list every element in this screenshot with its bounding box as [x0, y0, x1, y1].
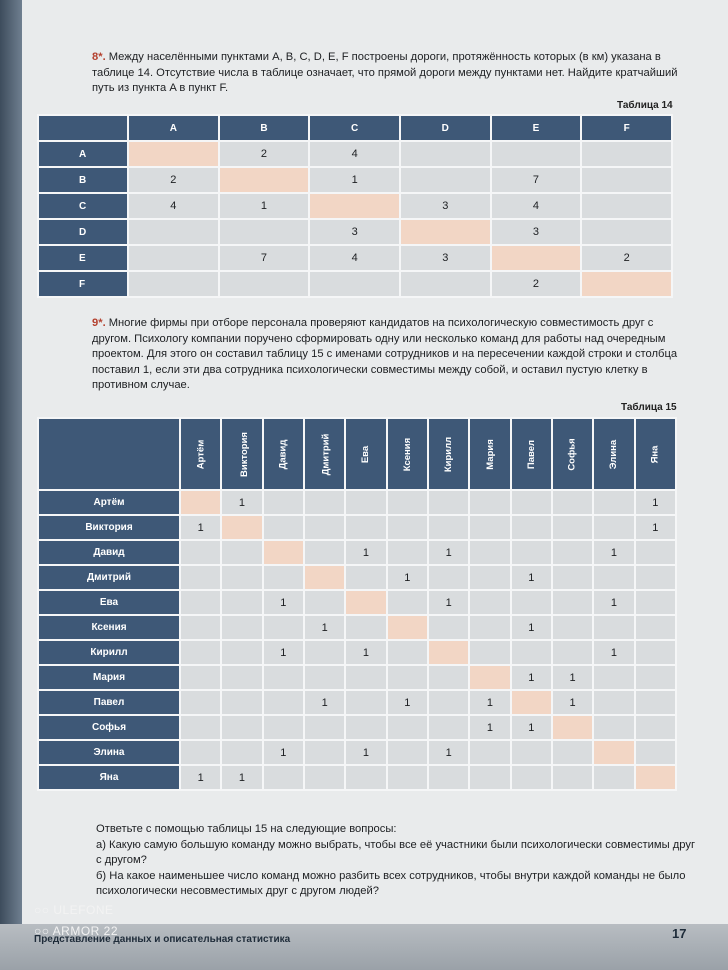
table-14-cell: [219, 167, 310, 193]
table-15-cell: [304, 665, 345, 690]
table-15-cell: [552, 565, 593, 590]
table-15-row: [38, 540, 676, 565]
table-14-row: [38, 167, 672, 193]
table-14-cell: [128, 245, 219, 271]
table-15-cell: [387, 515, 428, 540]
table-15-cell: [635, 715, 676, 740]
table-15-col-label: Павел: [525, 439, 537, 470]
table-15-cell: [263, 565, 304, 590]
table-15-cell: [263, 490, 304, 515]
table-15-cell: [469, 565, 510, 590]
table-15-cell: [469, 590, 510, 615]
table-15-col-label: Мария: [484, 439, 496, 470]
table-15-cell: [304, 765, 345, 790]
table-15-cell: [387, 540, 428, 565]
table-15-cell: [593, 690, 634, 715]
table-15-cell: [345, 715, 386, 740]
table-15-row: [38, 640, 676, 665]
table-14-cell: [128, 271, 219, 297]
table-15-col-header: [304, 418, 345, 490]
table-15-cell: [635, 665, 676, 690]
table-15-col-header: [552, 418, 593, 490]
table-15-col-header: [469, 418, 510, 490]
table-15-cell: 1: [511, 565, 552, 590]
table-15-row: [38, 690, 676, 715]
table-15-cell: [593, 740, 634, 765]
table-14-cell: 3: [400, 193, 491, 219]
table-14-row: [38, 271, 672, 297]
table-14-row-header: F: [38, 271, 128, 297]
page-number: 17: [672, 926, 687, 941]
table-14-cell: [400, 167, 491, 193]
table-15-cell: [180, 565, 221, 590]
table-15-cell: [552, 540, 593, 565]
table-15-col-header: [635, 418, 676, 490]
table-15-cell: 1: [345, 540, 386, 565]
table-14-cell: [581, 193, 672, 219]
table-14-cell: [219, 271, 310, 297]
table-14-cell: 2: [491, 271, 582, 297]
table-15-cell: 1: [304, 615, 345, 640]
table-15-cell: [221, 640, 262, 665]
table-15-col-header: [387, 418, 428, 490]
table-15-cell: 1: [511, 715, 552, 740]
table-14-cell: [581, 141, 672, 167]
table-15-cell: [511, 515, 552, 540]
table-15-cell: [552, 640, 593, 665]
table-15-cell: 1: [469, 715, 510, 740]
table-15-cell: [345, 765, 386, 790]
table-14-cell: 7: [219, 245, 310, 271]
table-14-cell: 1: [219, 193, 310, 219]
question-a: а) Какую самую большую команду можно выбрать, чтобы все её участники были психологически совместимы друг с другом?: [96, 838, 696, 866]
table-14-cell: [491, 141, 582, 167]
table-15-cell: [469, 515, 510, 540]
table-15-col-label: Элина: [608, 439, 620, 470]
table-15-cell: [263, 665, 304, 690]
table-15-cell: [263, 715, 304, 740]
table-15-cell: [428, 565, 469, 590]
table-15-cell: [593, 565, 634, 590]
table-14-row-header: E: [38, 245, 128, 271]
table-15-cell: 1: [387, 690, 428, 715]
table-15-cell: 1: [428, 740, 469, 765]
table-15-cell: [593, 765, 634, 790]
watermark-model: ARMOR 22: [52, 924, 119, 938]
problem-8-text: Между населёнными пунктами A, B, C, D, E, F построены дороги, протяжённость которых (в км) указана в таблице 14. Отсутствие числа в таблице означает, что прямой дороги между пунктами нет. Найдите кратчайший путь из пункта A в пункт F.: [92, 51, 678, 94]
table-14-cell: 2: [128, 167, 219, 193]
table-15-cell: [593, 615, 634, 640]
table-15-cell: [428, 665, 469, 690]
table-15-row: [38, 490, 676, 515]
table-15-cell: [469, 665, 510, 690]
table-14-row: [38, 193, 672, 219]
table-15-cell: [511, 490, 552, 515]
table-15-cell: [304, 540, 345, 565]
table-15-cell: [304, 515, 345, 540]
table-14-cell: 4: [309, 141, 400, 167]
table-15-cell: [180, 590, 221, 615]
table-14-col-header: C: [309, 115, 400, 141]
table-15-col-label: Софья: [567, 438, 579, 471]
table-15-cell: [428, 765, 469, 790]
table-15-cell: [304, 740, 345, 765]
table-14-cell: 7: [491, 167, 582, 193]
table-15-row-header: Яна: [38, 765, 180, 790]
questions-block: [96, 822, 696, 900]
table-15-cell: [593, 715, 634, 740]
table-15-cell: [221, 590, 262, 615]
table-15-cell: [552, 765, 593, 790]
table-15-col-header: [428, 418, 469, 490]
table-15-cell: [428, 715, 469, 740]
table-15-cell: [221, 565, 262, 590]
table-14-row: [38, 245, 672, 271]
table-14-col-header: D: [400, 115, 491, 141]
table-15-cell: [387, 490, 428, 515]
table-15-cell: [304, 715, 345, 740]
table-15-cell: 1: [221, 765, 262, 790]
table-15-cell: 1: [552, 665, 593, 690]
table-15-cell: 1: [345, 740, 386, 765]
table-14-caption: Таблица 14: [617, 100, 673, 111]
table-15-cell: [469, 540, 510, 565]
table-15-cell: [593, 665, 634, 690]
table-15-cell: [593, 490, 634, 515]
table-15-cell: [428, 490, 469, 515]
table-15-cell: [469, 765, 510, 790]
table-15-cell: 1: [263, 740, 304, 765]
questions-intro: Ответьте с помощью таблицы 15 на следующие вопросы:: [96, 823, 397, 835]
table-15-cell: [428, 640, 469, 665]
table-15-cell: [304, 565, 345, 590]
table-14-col-header: E: [491, 115, 582, 141]
table-14-row-header: D: [38, 219, 128, 245]
table-15-col-label: Артём: [195, 439, 207, 470]
table-15-row-header: Дмитрий: [38, 565, 180, 590]
table-15-cell: [345, 565, 386, 590]
table-14-cell: 2: [581, 245, 672, 271]
table-15-row-header: Виктория: [38, 515, 180, 540]
table-15-cell: [511, 590, 552, 615]
table-15-cell: [552, 740, 593, 765]
table-14-cell: 3: [491, 219, 582, 245]
table-15-cell: [387, 590, 428, 615]
table-15-cell: 1: [469, 690, 510, 715]
table-15-cell: [469, 490, 510, 515]
table-14-cell: 4: [309, 245, 400, 271]
table-15-cell: [180, 665, 221, 690]
table-15-cell: 1: [304, 690, 345, 715]
table-15-cell: [304, 590, 345, 615]
table-15-cell: [345, 515, 386, 540]
table-15-row-header: Мария: [38, 665, 180, 690]
table-15-cell: 1: [428, 590, 469, 615]
table-15-cell: [635, 740, 676, 765]
table-15-cell: 1: [345, 640, 386, 665]
table-15-cell: [221, 690, 262, 715]
table-15-row: [38, 515, 676, 540]
table-15-cell: [387, 615, 428, 640]
table-15-cell: [511, 640, 552, 665]
table-15-corner: [38, 418, 180, 490]
table-14-cell: [400, 271, 491, 297]
table-14-corner: [38, 115, 128, 141]
table-15-cell: 1: [263, 590, 304, 615]
table-15-cell: [635, 565, 676, 590]
problem-9: [92, 316, 692, 394]
table-15-col-header: [593, 418, 634, 490]
table-14-col-header: A: [128, 115, 219, 141]
table-15-row-header: Кирилл: [38, 640, 180, 665]
table-15-cell: [180, 640, 221, 665]
problem-9-text: Многие фирмы при отборе персонала проверяют кандидатов на психологическую совместимость друг с другом. Психологу компании поручено сформировать одну или несколько команд для работы над очередным проектом. Для этого он составил таблицу 15 с именами сотрудников и на пересечении каждой строки и столбца поставил 1, если эти два сотрудника психологически совместимы между собой, и оставил пустую клетку в противном случае.: [92, 317, 678, 391]
table-15-cell: [552, 515, 593, 540]
problem-9-number: 9*.: [92, 317, 106, 329]
table-15-cell: 1: [180, 765, 221, 790]
watermark-line-1: ○○ ULEFONE: [34, 903, 114, 917]
table-15-cell: [387, 640, 428, 665]
table-15-cell: [428, 515, 469, 540]
table-15-cell: [469, 615, 510, 640]
table-14-row: [38, 219, 672, 245]
table-15-cell: [221, 615, 262, 640]
table-14-row-header: A: [38, 141, 128, 167]
table-15-cell: [180, 540, 221, 565]
table-15: [37, 417, 677, 791]
table-15-cell: [387, 665, 428, 690]
table-14-cell: 4: [128, 193, 219, 219]
table-15-cell: [180, 740, 221, 765]
table-15-cell: [635, 590, 676, 615]
table-14-cell: 2: [219, 141, 310, 167]
table-15-cell: [635, 640, 676, 665]
table-15-cell: 1: [635, 490, 676, 515]
table-14-cell: [491, 245, 582, 271]
table-15-row: [38, 665, 676, 690]
table-15-cell: 1: [511, 665, 552, 690]
table-15-cell: 1: [593, 640, 634, 665]
table-15-cell: [221, 665, 262, 690]
table-14-cell: [581, 219, 672, 245]
table-14-cell: 3: [309, 219, 400, 245]
table-15-cell: [635, 690, 676, 715]
table-15-cell: [345, 665, 386, 690]
table-14-cell: [400, 141, 491, 167]
watermark-line-2: ○○ ARMOR 22: [34, 924, 119, 938]
table-15-row-header: Софья: [38, 715, 180, 740]
table-15-cell: [387, 765, 428, 790]
table-15-cell: [511, 540, 552, 565]
table-15-col-label: Ксения: [401, 437, 413, 472]
table-14-cell: [128, 219, 219, 245]
table-15-row-header: Артём: [38, 490, 180, 515]
table-15-caption: Таблица 15: [621, 402, 677, 413]
table-15-cell: 1: [593, 540, 634, 565]
table-15-col-header: [180, 418, 221, 490]
table-14-row-header: C: [38, 193, 128, 219]
table-15-cell: [180, 490, 221, 515]
table-15-cell: [263, 615, 304, 640]
table-15-cell: [221, 540, 262, 565]
table-15-cell: [221, 515, 262, 540]
table-15-cell: 1: [552, 690, 593, 715]
table-15-cell: 1: [511, 615, 552, 640]
table-15-col-label: Ева: [360, 445, 372, 464]
table-14-cell: [581, 167, 672, 193]
table-14-row-header: B: [38, 167, 128, 193]
table-14-cell: [128, 141, 219, 167]
table-15-cell: 1: [428, 540, 469, 565]
table-14-cell: 3: [400, 245, 491, 271]
table-15-cell: [345, 690, 386, 715]
table-15-cell: [180, 690, 221, 715]
table-15-row-header: Павел: [38, 690, 180, 715]
table-15-cell: [263, 515, 304, 540]
table-14-col-header: F: [581, 115, 672, 141]
table-15-row-header: Давид: [38, 540, 180, 565]
table-14-cell: 1: [309, 167, 400, 193]
table-15-cell: [221, 740, 262, 765]
table-15-col-header: [221, 418, 262, 490]
table-15-row: [38, 715, 676, 740]
table-15-cell: [469, 640, 510, 665]
table-15-cell: [345, 490, 386, 515]
table-15-cell: [387, 715, 428, 740]
footer-section-title: Представление данных и описательная статистика: [34, 934, 291, 945]
table-15-cell: [180, 615, 221, 640]
table-15-row: [38, 590, 676, 615]
watermark-brand: ULEFONE: [53, 903, 114, 917]
table-15-cell: 1: [387, 565, 428, 590]
table-15-col-header: [263, 418, 304, 490]
table-14-col-header: B: [219, 115, 310, 141]
table-14-cell: [400, 219, 491, 245]
table-15-cell: [469, 740, 510, 765]
table-15-col-label: Кирилл: [443, 436, 455, 473]
table-14-cell: [309, 193, 400, 219]
table-15-row-header: Элина: [38, 740, 180, 765]
table-15-cell: [552, 615, 593, 640]
table-15-cell: [511, 765, 552, 790]
table-15-cell: [387, 740, 428, 765]
problem-8-number: 8*.: [92, 51, 106, 63]
table-15-row: [38, 765, 676, 790]
table-15-cell: [635, 615, 676, 640]
table-15-cell: [304, 640, 345, 665]
table-15-cell: [428, 690, 469, 715]
table-15-cell: 1: [180, 515, 221, 540]
table-14-cell: [581, 271, 672, 297]
table-14-cell: 4: [491, 193, 582, 219]
table-15-cell: [221, 715, 262, 740]
table-15-cell: [180, 715, 221, 740]
table-15-cell: [552, 490, 593, 515]
table-15-row: [38, 615, 676, 640]
left-page-edge: [0, 0, 22, 970]
table-15-row: [38, 740, 676, 765]
table-15-cell: [263, 690, 304, 715]
table-15-col-label: Давид: [277, 439, 289, 470]
table-15-col-label: Виктория: [239, 432, 251, 477]
table-15-row-header: Ксения: [38, 615, 180, 640]
table-15-cell: [635, 540, 676, 565]
table-15-row: [38, 565, 676, 590]
table-15-cell: 1: [221, 490, 262, 515]
table-15-cell: [635, 765, 676, 790]
question-b: б) На какое наименьшее число команд можно разбить всех сотрудников, чтобы внутри каждой команды не было психологически несовместимых друг с другом людей?: [96, 869, 686, 897]
table-15-cell: [428, 615, 469, 640]
table-15-col-header: [511, 418, 552, 490]
table-15-cell: [511, 690, 552, 715]
table-15-col-label: Дмитрий: [320, 433, 332, 476]
table-15-cell: 1: [263, 640, 304, 665]
table-15-cell: [511, 740, 552, 765]
table-15-cell: [552, 715, 593, 740]
table-15-cell: 1: [593, 590, 634, 615]
problem-8: [92, 50, 692, 97]
table-15-cell: [345, 590, 386, 615]
table-14: [37, 114, 673, 298]
table-15-row-header: Ева: [38, 590, 180, 615]
table-15-cell: [304, 490, 345, 515]
table-14-cell: [309, 271, 400, 297]
table-15-cell: [263, 540, 304, 565]
table-15-cell: 1: [635, 515, 676, 540]
table-15-cell: [552, 590, 593, 615]
table-15-col-header: [345, 418, 386, 490]
table-14-row: [38, 141, 672, 167]
table-15-cell: [263, 765, 304, 790]
table-15-cell: [345, 615, 386, 640]
table-15-cell: [593, 515, 634, 540]
table-14-cell: [219, 219, 310, 245]
table-15-col-label: Яна: [649, 445, 661, 464]
